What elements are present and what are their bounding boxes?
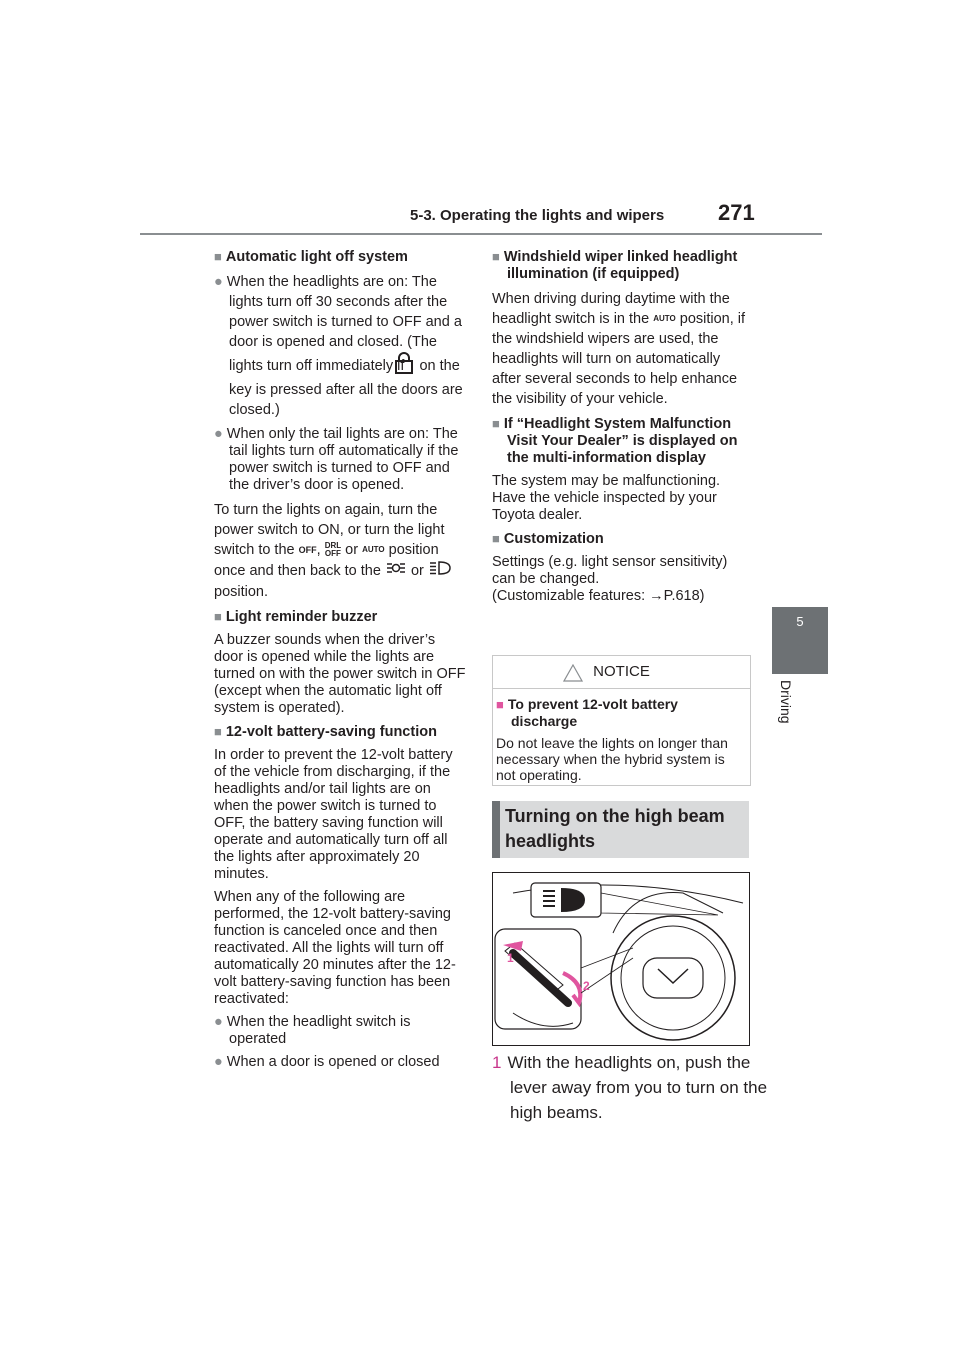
high-beam-illustration bbox=[492, 872, 750, 1046]
chapter-name: Driving bbox=[778, 680, 794, 724]
section-accent bbox=[492, 801, 500, 858]
notice-text: Do not leave the lights on longer than necessary when the hybrid system is not operating. bbox=[496, 735, 728, 783]
auto-off-heading: ■ Automatic light off system bbox=[214, 249, 408, 265]
battery-text-2: When any of the following are performed, the 12-volt battery-saving function is canceled once and then reactivated. All the lights will turn off automatically 20 minutes after the 12-volt battery-saving function has been reactivated: bbox=[214, 889, 456, 1008]
headlight-icon bbox=[428, 560, 452, 582]
warning-icon bbox=[563, 662, 583, 694]
custom-heading: ■ Customization bbox=[492, 531, 604, 548]
auto-off-bullet-1: ● When the headlights are on: The lights turn off 30 seconds after the power switch is turned to OFF and a door is opened and closed. (The lights turn off immediately if on the key is pressed after all the doors are closed.) bbox=[214, 274, 463, 418]
reminder-text: A buzzer sounds when the driver’s door is opened while the lights are turned on with the power switch in OFF (except when the automatic light off system is operated). bbox=[214, 632, 466, 717]
malfunction-heading: ■ If “Headlight System Malfunction Visit Your Dealer” is displayed on the multi-information display bbox=[492, 416, 738, 467]
reminder-heading: ■ Light reminder buzzer bbox=[214, 609, 378, 626]
step-text: With the headlights on, push the lever away from you to turn on the high beams. bbox=[507, 1053, 768, 1122]
tail-light-icon bbox=[385, 561, 407, 581]
figure-label-1: 1 bbox=[507, 951, 514, 965]
battery-text: In order to prevent the 12-volt battery of the vehicle from discharging, if the headlights and/or tail lights are on when the power switch is turned to OFF, the battery saving function will operate and automatically turn off all the lights after approximately 20 minutes. bbox=[214, 747, 453, 883]
notice-heading: ■ To prevent 12-volt battery discharge bbox=[496, 696, 678, 729]
section-header: 5-3. Operating the lights and wipers bbox=[410, 207, 665, 224]
header-rule bbox=[140, 233, 822, 235]
left-column bbox=[214, 244, 466, 1077]
off-switch-icon: OFF bbox=[298, 545, 317, 556]
step-1 bbox=[492, 1050, 770, 1125]
battery-heading: ■ 12-volt battery-saving function bbox=[214, 724, 437, 741]
wiper-heading: ■ Windshield wiper linked headlight illumination (if equipped) bbox=[492, 249, 738, 282]
auto-icon: AUTO bbox=[362, 545, 385, 555]
page-number: 271 bbox=[718, 200, 755, 225]
battery-bullet-1: ● When the headlight switch is operated bbox=[214, 1014, 411, 1048]
malfunction-text: The system may be malfunctioning. Have the vehicle inspected by your Toyota dealer. bbox=[492, 473, 721, 524]
wiper-text: When driving during daytime with the headlight switch is in the AUTO position, if the windshield wipers are used, the headlights will turn on automatically after several seconds to help enhance the visibility of your vehicle. bbox=[492, 291, 746, 408]
battery-bullet-2: ● When a door is opened or closed bbox=[214, 1054, 440, 1071]
lock-icon bbox=[408, 352, 415, 380]
step-number: 1 bbox=[492, 1053, 502, 1072]
section-title: Turning on the high beam headlights bbox=[505, 806, 725, 851]
custom-text: Settings (e.g. light sensor sensitivity) can be changed. (Customizable features: →P.618) bbox=[492, 554, 728, 605]
right-column bbox=[492, 244, 750, 611]
auto-off-bullet-2: ● When only the tail lights are on: The tail lights turn off automatically if the power switch is turned to OFF and the driver’s door is opened. bbox=[214, 426, 459, 493]
notice-box bbox=[492, 655, 751, 786]
steering-lever-drawing bbox=[493, 873, 749, 1045]
chapter-number: 5 bbox=[796, 614, 804, 629]
section-heading-bar bbox=[492, 801, 749, 858]
auto-icon: AUTO bbox=[653, 314, 676, 324]
figure-label-2: 2 bbox=[583, 979, 590, 993]
drl-off-icon: DRL OFF bbox=[324, 541, 342, 559]
turn-on-instructions: To turn the lights on again, turn the power switch to ON, or turn the light switch to the OFF, DRL OFF or AUTO position once and then back to the or position. bbox=[214, 500, 466, 602]
notice-header: NOTICE bbox=[493, 656, 750, 689]
chapter-tab bbox=[772, 607, 828, 674]
